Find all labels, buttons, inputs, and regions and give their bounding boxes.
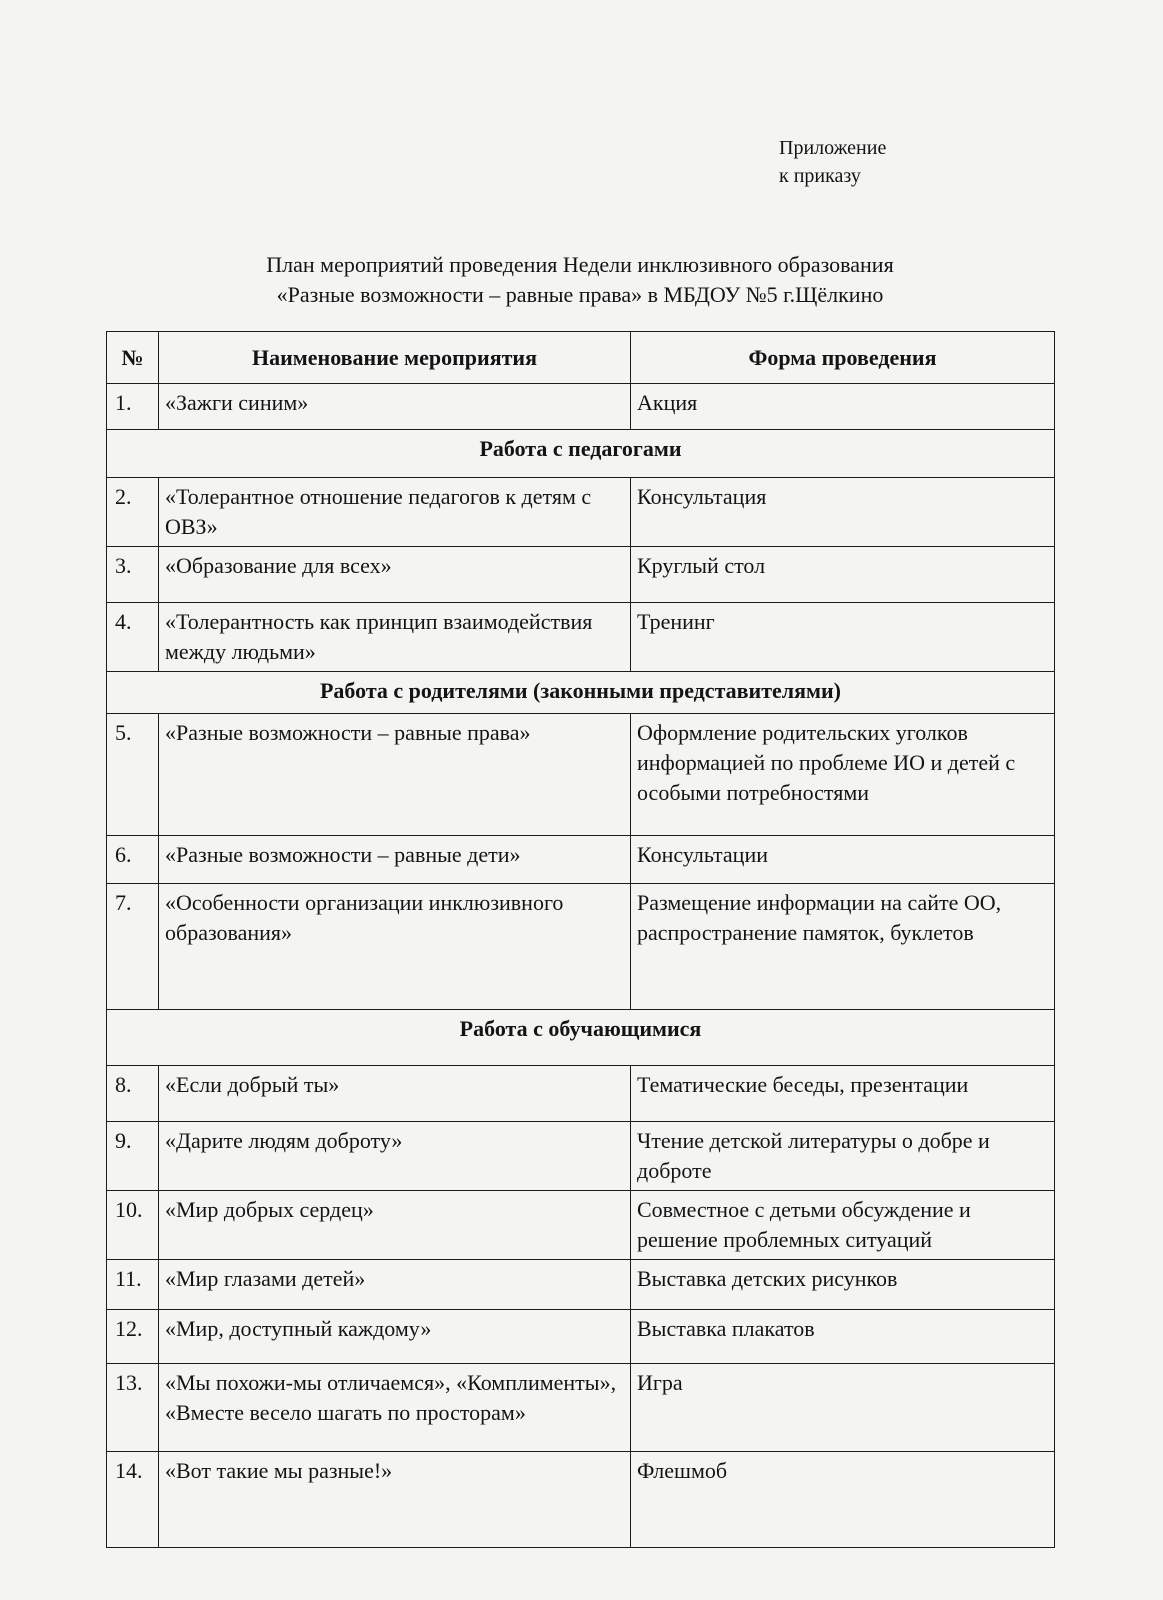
cell-event-name: «Мир глазами детей»	[159, 1260, 631, 1310]
header-form: Форма проведения	[631, 332, 1055, 384]
section-row	[107, 430, 1055, 478]
events-table	[106, 331, 1055, 1548]
cell-number: 1.	[107, 384, 159, 430]
cell-number: 4.	[107, 603, 159, 672]
cell-event-form: Флешмоб	[631, 1452, 1055, 1548]
appendix-note	[779, 134, 886, 190]
table-body	[107, 384, 1055, 1548]
cell-event-name: «Разные возможности – равные дети»	[159, 836, 631, 884]
table-row	[107, 1260, 1055, 1310]
table-header-row	[107, 332, 1055, 384]
table-row	[107, 1452, 1055, 1548]
cell-event-form: Тренинг	[631, 603, 1055, 672]
plan-title	[120, 250, 1040, 310]
cell-number: 12.	[107, 1310, 159, 1364]
table-row	[107, 603, 1055, 672]
cell-event-name: «Толерантное отношение педагогов к детям с ОВЗ»	[159, 478, 631, 547]
header-num: №	[107, 332, 159, 384]
table-row	[107, 1364, 1055, 1452]
cell-event-form: Совместное с детьми обсуждение и решение проблемных ситуаций	[631, 1191, 1055, 1260]
cell-event-name: «Особенности организации инклюзивного образования»	[159, 884, 631, 1010]
table-row	[107, 884, 1055, 1010]
plan-title-line-1: План мероприятий проведения Недели инклюзивного образования	[266, 252, 894, 277]
header-name: Наименование мероприятия	[159, 332, 631, 384]
cell-number: 6.	[107, 836, 159, 884]
cell-event-name: «Мир, доступный каждому»	[159, 1310, 631, 1364]
cell-number: 10.	[107, 1191, 159, 1260]
table-row	[107, 836, 1055, 884]
cell-event-name: «Мы похожи-мы отличаемся», «Комплименты», «Вместе весело шагать по просторам»	[159, 1364, 631, 1452]
cell-event-name: «Вот такие мы разные!»	[159, 1452, 631, 1548]
table-row	[107, 1122, 1055, 1191]
cell-event-name: «Если добрый ты»	[159, 1066, 631, 1122]
table-row	[107, 384, 1055, 430]
section-title: Работа с педагогами	[107, 430, 1055, 478]
cell-number: 2.	[107, 478, 159, 547]
appendix-line-1: Приложение	[779, 137, 887, 159]
cell-event-form: Выставка детских рисунков	[631, 1260, 1055, 1310]
cell-event-form: Круглый стол	[631, 547, 1055, 603]
section-row	[107, 672, 1055, 714]
cell-event-form: Консультация	[631, 478, 1055, 547]
cell-number: 5.	[107, 714, 159, 836]
cell-event-form: Консультации	[631, 836, 1055, 884]
cell-number: 14.	[107, 1452, 159, 1548]
cell-event-form: Акция	[631, 384, 1055, 430]
section-title: Работа с родителями (законными представителями)	[107, 672, 1055, 714]
table-row	[107, 1066, 1055, 1122]
cell-event-form: Тематические беседы, презентации	[631, 1066, 1055, 1122]
table-row	[107, 1310, 1055, 1364]
cell-number: 3.	[107, 547, 159, 603]
cell-number: 8.	[107, 1066, 159, 1122]
cell-event-name: «Мир добрых сердец»	[159, 1191, 631, 1260]
appendix-line-2: к приказу	[779, 165, 861, 187]
cell-event-name: «Дарите людям доброту»	[159, 1122, 631, 1191]
cell-event-form: Выставка плакатов	[631, 1310, 1055, 1364]
cell-event-name: «Разные возможности – равные права»	[159, 714, 631, 836]
cell-event-name: «Толерантность как принцип взаимодействия между людьми»	[159, 603, 631, 672]
section-title: Работа с обучающимися	[107, 1010, 1055, 1066]
cell-number: 9.	[107, 1122, 159, 1191]
table-row	[107, 1191, 1055, 1260]
cell-event-form: Размещение информации на сайте ОО, распространение памяток, буклетов	[631, 884, 1055, 1010]
cell-number: 13.	[107, 1364, 159, 1452]
cell-event-name: «Образование для всех»	[159, 547, 631, 603]
cell-event-form: Чтение детской литературы о добре и доброте	[631, 1122, 1055, 1191]
cell-event-form: Игра	[631, 1364, 1055, 1452]
cell-number: 7.	[107, 884, 159, 1010]
table-row	[107, 714, 1055, 836]
table-row	[107, 478, 1055, 547]
cell-number: 11.	[107, 1260, 159, 1310]
table-row	[107, 547, 1055, 603]
section-row	[107, 1010, 1055, 1066]
plan-title-line-2: «Разные возможности – равные права» в МБДОУ №5 г.Щёлкино	[276, 282, 884, 307]
cell-event-form: Оформление родительских уголков информацией по проблеме ИО и детей с особыми потребностями	[631, 714, 1055, 836]
cell-event-name: «Зажги синим»	[159, 384, 631, 430]
